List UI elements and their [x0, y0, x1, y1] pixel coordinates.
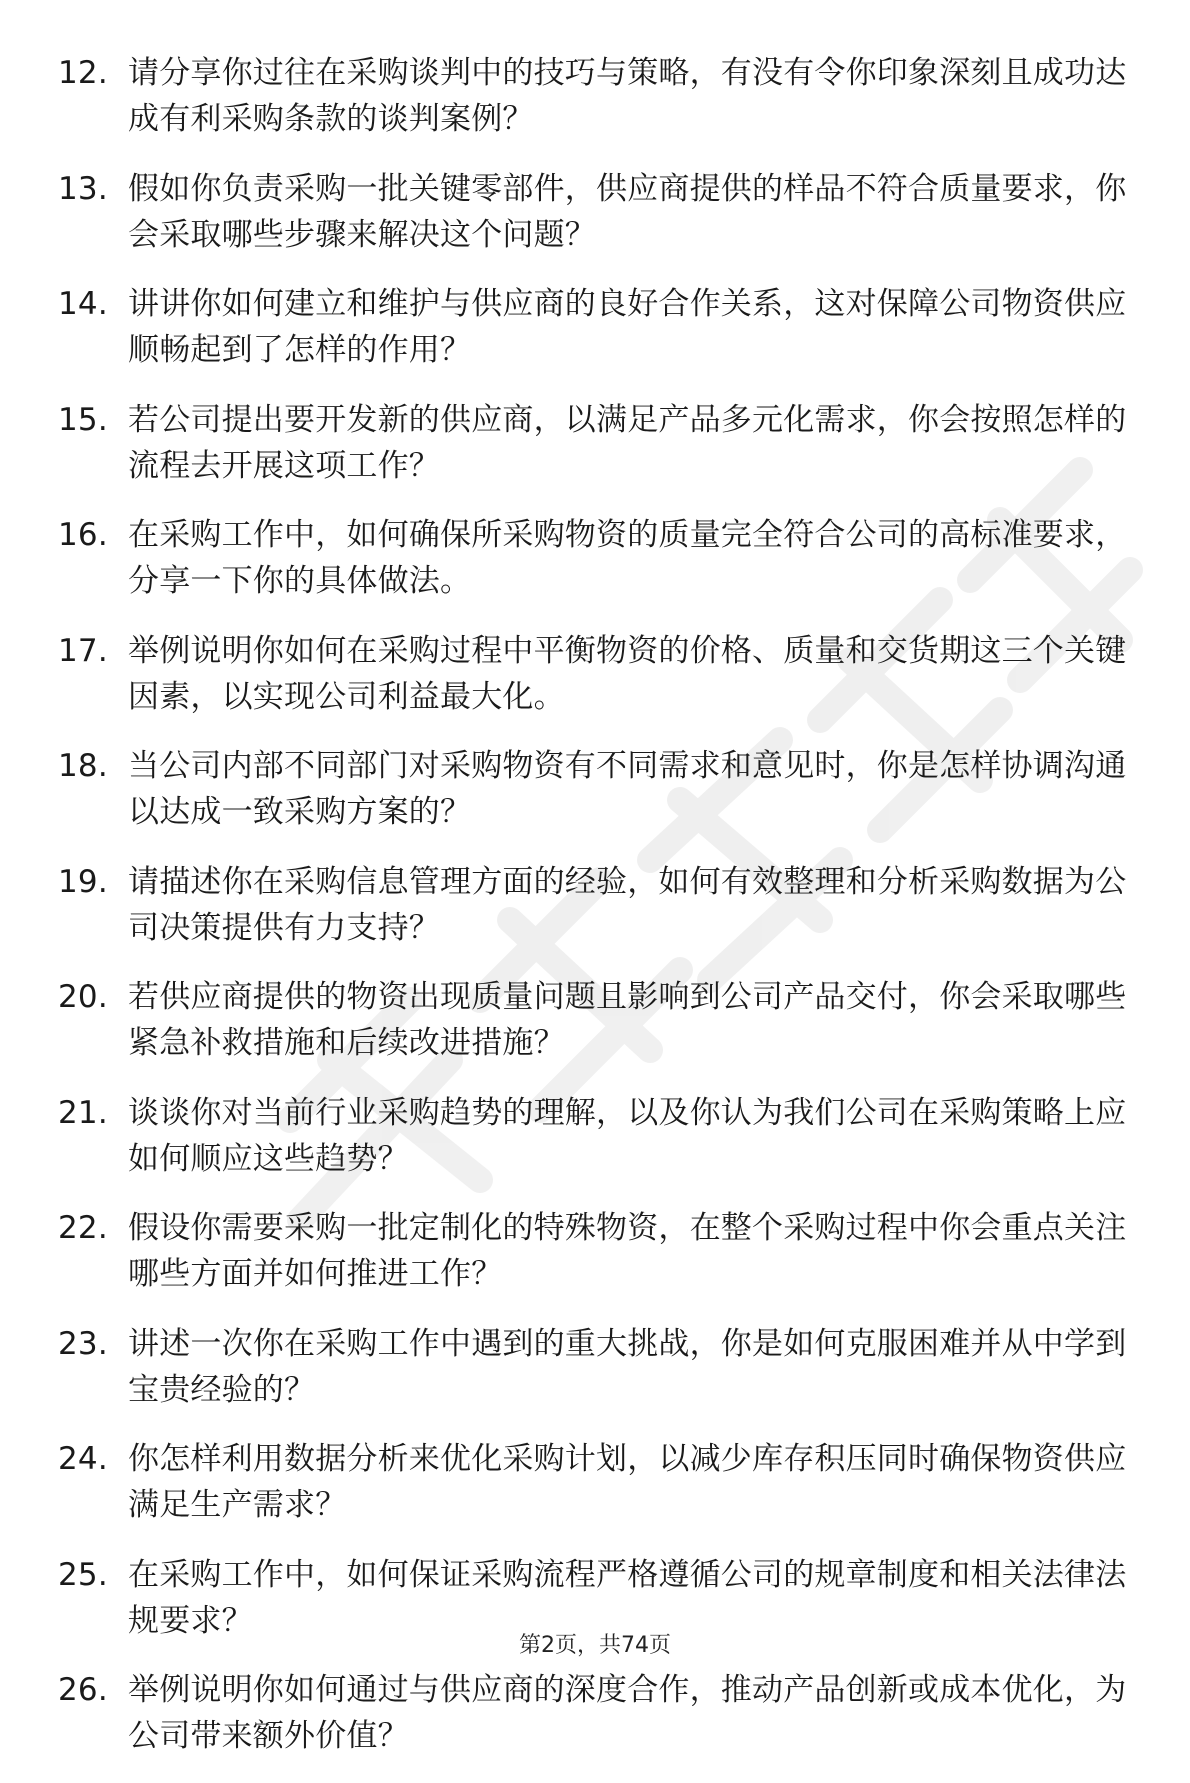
- list-item: [58, 1321, 1133, 1413]
- list-item: [58, 50, 1133, 142]
- list-item: [58, 397, 1133, 489]
- question-text: 若供应商提供的物资出现质量问题且影响到公司产品交付，你会采取哪些紧急补救措施和后续改进措施？: [128, 979, 1127, 1061]
- question-number: 23.: [58, 1325, 108, 1362]
- question-text: 当公司内部不同部门对采购物资有不同需求和意见时，你是怎样协调沟通以达成一致采购方案的？: [128, 748, 1127, 830]
- list-item: [58, 628, 1133, 720]
- list-item: [58, 1667, 1133, 1759]
- question-number: 24.: [58, 1441, 108, 1477]
- question-number: 14.: [58, 286, 108, 322]
- list-item: [58, 166, 1133, 258]
- question-text: 谈谈你对当前行业采购趋势的理解，以及你认为我们公司在采购策略上应如何顺应这些趋势？: [128, 1094, 1127, 1177]
- question-text: 讲述一次你在采购工作中遇到的重大挑战，你是如何克服困难并从中学到宝贵经验的？: [128, 1325, 1127, 1408]
- page-footer: [0, 1632, 1190, 1660]
- question-number: 26.: [58, 1672, 108, 1708]
- question-text: 请描述你在采购信息管理方面的经验，如何有效整理和分析采购数据为公司决策提供有力支持？: [128, 863, 1127, 946]
- question-text: 你怎样利用数据分析来优化采购计划，以减少库存积压同时确保物资供应满足生产需求？: [128, 1441, 1127, 1523]
- question-number: 17.: [58, 632, 108, 669]
- list-item: [58, 1552, 1133, 1644]
- question-text: 请分享你过往在采购谈判中的技巧与策略，有没有令你印象深刻且成功达成有利采购条款的谈判案例？: [128, 55, 1127, 137]
- list-item: [58, 1090, 1133, 1182]
- page-number-label: 第2页，共74页: [519, 1633, 671, 1658]
- list-item: [58, 859, 1133, 951]
- list-item: [58, 1205, 1133, 1297]
- question-text: 举例说明你如何通过与供应商的深度合作，推动产品创新或成本优化，为公司带来额外价值？: [128, 1672, 1127, 1754]
- question-text: 假如你负责采购一批关键零部件，供应商提供的样品不符合质量要求，你会采取哪些步骤来解决这个问题？: [128, 170, 1127, 253]
- question-number: 20.: [58, 979, 108, 1015]
- list-item: [58, 512, 1133, 604]
- question-number: 12.: [58, 55, 108, 91]
- list-item: [58, 974, 1133, 1066]
- question-list: [58, 50, 1133, 1783]
- question-number: 15.: [58, 401, 108, 438]
- question-text: 讲讲你如何建立和维护与供应商的良好合作关系，这对保障公司物资供应顺畅起到了怎样的作用？: [128, 286, 1127, 368]
- question-text: 若公司提出要开发新的供应商，以满足产品多元化需求，你会按照怎样的流程去开展这项工作？: [128, 401, 1127, 484]
- question-number: 18.: [58, 748, 108, 784]
- list-item: [58, 1436, 1133, 1528]
- question-number: 21.: [58, 1094, 108, 1131]
- question-text: 举例说明你如何在采购过程中平衡物资的价格、质量和交货期这三个关键因素，以实现公司利益最大化。: [128, 632, 1127, 715]
- list-item: [58, 281, 1133, 373]
- question-number: 16.: [58, 517, 108, 553]
- list-item: [58, 743, 1133, 835]
- question-number: 25.: [58, 1556, 108, 1593]
- question-number: 19.: [58, 863, 108, 900]
- question-text: 在采购工作中，如何保证采购流程严格遵循公司的规章制度和相关法律法规要求？: [128, 1556, 1127, 1639]
- question-text: 假设你需要采购一批定制化的特殊物资，在整个采购过程中你会重点关注哪些方面并如何推进工作？: [128, 1210, 1127, 1292]
- question-number: 22.: [58, 1210, 108, 1246]
- question-text: 在采购工作中，如何确保所采购物资的质量完全符合公司的高标准要求，分享一下你的具体做法。: [128, 517, 1127, 599]
- question-number: 13.: [58, 170, 108, 207]
